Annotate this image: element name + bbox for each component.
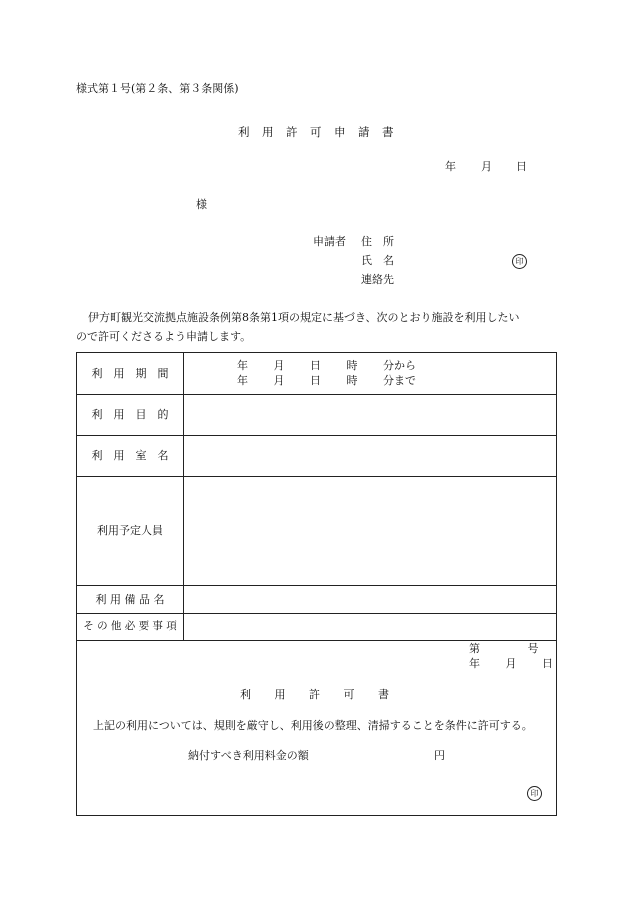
date-month: 月 (481, 160, 492, 173)
applicant-address-label: 住 所 (361, 235, 394, 248)
room-label: 利 用 室 名 (91, 449, 169, 462)
permit-date-label: 年 月 日 (469, 657, 553, 670)
equipment-label: 利 用 備 品 名 (95, 593, 165, 606)
other-field[interactable] (184, 614, 556, 640)
document-title: 利 用 許 可 申 請 書 (238, 125, 394, 139)
people-field[interactable] (184, 477, 556, 585)
applicant-seal-icon: 印 (512, 254, 527, 269)
applicant-name-label: 氏 名 (361, 254, 394, 267)
people-label: 利用予定人員 (97, 524, 163, 537)
intro-line-1: 伊方町観光交流拠点施設条例第8条第1項の規定に基づき、次のとおり施設を利用したい (88, 311, 520, 324)
permit-number-label: 第 号 (469, 642, 539, 655)
permit-text: 上記の利用については、規則を厳守し、利用後の整理、清掃することを条件に許可する。 (93, 719, 533, 732)
addressee-suffix: 様 (196, 198, 207, 211)
intro-line-2: ので許可くださるよう申請します。 (76, 330, 252, 343)
applicant-contact-label: 連絡先 (361, 273, 394, 286)
application-form-table (76, 352, 557, 816)
fee-label: 納付すべき利用料金の額 (188, 749, 309, 762)
other-label: そ の 他 必 要 事 項 (83, 620, 177, 632)
room-field[interactable] (184, 436, 556, 476)
purpose-field[interactable] (184, 395, 556, 435)
date-day: 日 (516, 160, 527, 173)
permit-title: 利 用 許 可 書 (240, 688, 390, 701)
form-number: 様式第１号(第２条、第３条関係) (76, 82, 239, 95)
purpose-label: 利 用 目 的 (91, 408, 169, 421)
fee-unit: 円 (434, 749, 445, 762)
row-divider (77, 640, 556, 641)
period-to: 年 月 日 時 分まで (237, 374, 416, 387)
period-label: 利 用 期 間 (91, 367, 169, 380)
date-year: 年 (445, 160, 456, 173)
applicant-label: 申請者 (313, 235, 346, 248)
equipment-field[interactable] (184, 586, 556, 613)
period-from: 年 月 日 時 分から (237, 359, 416, 372)
permit-seal-icon: 印 (527, 786, 542, 801)
